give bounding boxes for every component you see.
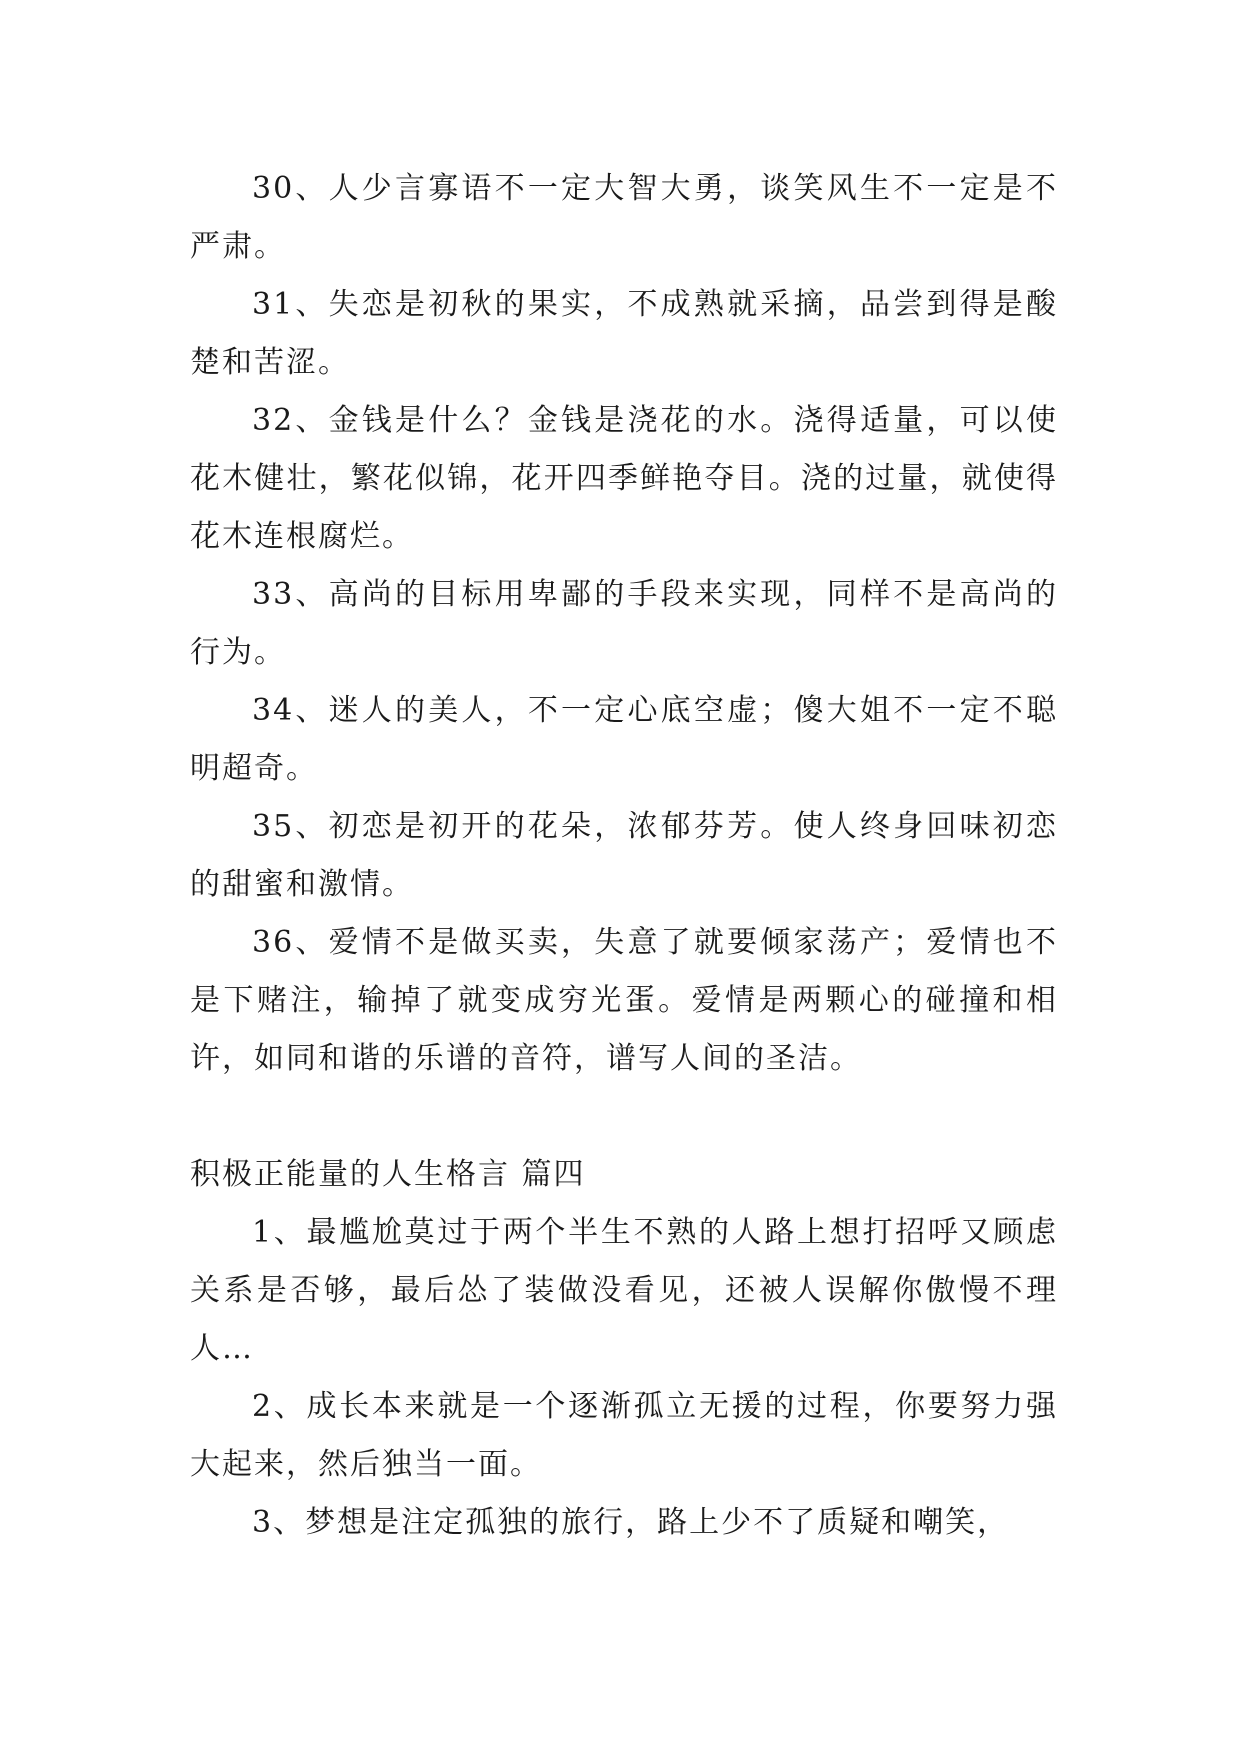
paragraph-30: 30、人少言寡语不一定大智大勇，谈笑风生不一定是不严肃。 — [190, 171, 1058, 264]
paragraph-2: 2、成长本来就是一个逐渐孤立无援的过程，你要努力强大起来，然后独当一面。 — [190, 1389, 1058, 1482]
section-heading: 积极正能量的人生格言 篇四 — [190, 1157, 586, 1192]
paragraph-1: 1、最尴尬莫过于两个半生不熟的人路上想打招呼又顾虑关系是否够，最后怂了装做没看见，还被人误解你傲慢不理人… — [190, 1215, 1058, 1366]
paragraph-36: 36、爱情不是做买卖，失意了就要倾家荡产；爱情也不是下赌注，输掉了就变成穷光蛋。爱情是两颗心的碰撞和相许，如同和谐的乐谱的音符，谱写人间的圣洁。 — [190, 925, 1058, 1076]
paragraph-31: 31、失恋是初秋的果实，不成熟就采摘，品尝到得是酸楚和苦涩。 — [190, 287, 1058, 380]
paragraph-3: 3、梦想是注定孤独的旅行，路上少不了质疑和嘲笑， — [252, 1505, 1010, 1540]
paragraph-32: 32、金钱是什么？金钱是浇花的水。浇得适量，可以使花木健壮，繁花似锦，花开四季鲜艳夺目。浇的过量，就使得花木连根腐烂。 — [190, 403, 1058, 554]
paragraph-33: 33、高尚的目标用卑鄙的手段来实现，同样不是高尚的行为。 — [190, 577, 1058, 670]
paragraph-35: 35、初恋是初开的花朵，浓郁芬芳。使人终身回味初恋的甜蜜和激情。 — [190, 809, 1058, 902]
document-body — [190, 160, 1058, 1552]
paragraph-34: 34、迷人的美人，不一定心底空虚；傻大姐不一定不聪明超奇。 — [190, 693, 1058, 786]
